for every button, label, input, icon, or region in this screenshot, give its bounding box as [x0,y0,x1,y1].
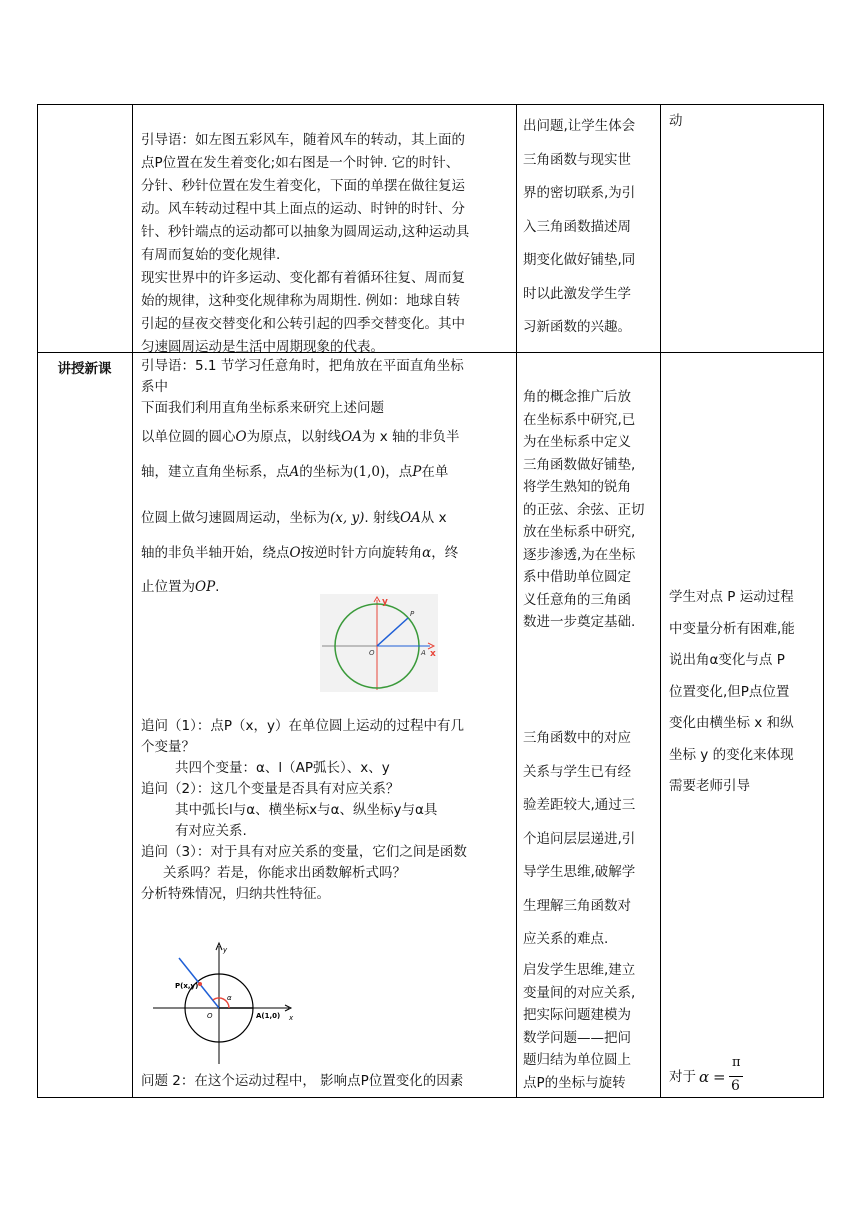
text-line: 位置变化,但P点位置 [669,683,790,700]
text-line: 时以此激发学生学 [523,285,631,302]
column-divider-3 [660,104,661,1098]
fig2-a-label: A(1,0) [256,1012,281,1020]
text-line: 分析特殊情况，归纳共性特征。 [141,886,330,902]
text-line: 系中 [141,379,168,395]
text-line: 变化由横坐标 x 和纵 [669,715,794,731]
text-line: 止位置为OP. [141,579,220,595]
text-line: 出问题,让学生体会 [523,118,636,134]
text-line: 验差距较大,通过三 [523,797,636,813]
text-line: 始的规律，这种变化规律称为周期性. 例如：地球自转 [141,293,461,309]
coordinate-circle-figure [149,938,299,1068]
text-line: 期变化做好铺垫,同 [523,252,636,268]
fraction-bar [729,1076,743,1077]
text-line: 三角函数与现实世 [523,151,631,168]
text-line: 以单位圆的圆心O为原点，以射线OA为 x 轴的非负半 [141,429,460,445]
student-analysis-note [669,582,821,803]
text-line: 关系与学生已有经 [523,763,631,780]
text-line: 需要老师引导 [669,778,750,794]
text-line: 为在坐标系中定义 [523,434,631,450]
text-line: 共四个变量：α、l（AP弧长）、x、y [175,760,390,776]
text-line: 变量间的对应关系, [523,984,636,1001]
text-line: 在坐标系中研究,已 [523,411,636,428]
text-line: 分针、秒针位置在发生着变化，下面的单摆在做往复运 [141,178,465,194]
row2-content-text [141,356,513,419]
fig1-a-label: A [421,649,426,657]
text-line: 将学生熟知的锐角 [523,479,631,495]
text-line: 导学生思维,破解学 [523,864,636,880]
follow-up-questions [141,716,513,905]
text-line: 的正弦、余弦、正切 [523,501,645,518]
table-border-right [823,104,824,1098]
text-line: 点P位置在发生着变化;如右图是一个时钟. 它的时针、 [141,155,460,171]
fig2-alpha-label: α [227,994,232,1002]
text-line: 动 [669,113,683,129]
text-line: 启发学生思维,建立 [523,962,636,978]
text-line: 追问（1）：点P（x，y）在单位圆上运动的过程中有几 [141,718,464,734]
text-line: 个变量？ [141,739,195,755]
text-line: 个追问层层递进,引 [523,830,636,847]
text-line: 点P的坐标与旋转 [523,1074,626,1091]
unit-circle-figure [320,594,438,692]
text-line: 关系吗？若是，你能求出函数解析式吗？ [163,865,406,881]
row1-design-intent [523,110,657,345]
text-line: 说出角α变化与点 P [669,652,785,668]
table-border-left [37,104,38,1098]
text-line: 有周而复始的变化规律. [141,247,281,263]
text-line: 现实世界中的许多运动、变化都有着循环往复、周而复 [141,270,465,286]
text-line: 轴，建立直角坐标系，点A的坐标为(1,0)，点P在单 [141,463,449,480]
design-intent-a [523,386,657,634]
section-label: 讲授新课 [57,361,112,377]
text-line: 三角函数做好铺垫, [523,456,636,473]
design-intent-c [523,959,657,1094]
text-line: 逐步渗透,为在坐标 [523,546,636,563]
fig1-x-label: x [430,649,436,659]
text-line: 引导语：5.1 节学习任意角时，把角放在平面直角坐标 [141,358,464,374]
design-intent-b [523,722,657,957]
text-line: 动。风车转动过程中其上面点的运动、时钟的时针、分 [141,201,465,217]
text-line: 习新函数的兴趣。 [523,319,631,335]
text-line: 追问（2）：这几个变量是否具有对应关系？ [141,781,400,797]
fig2-x-label: x [289,1014,294,1022]
fig1-y-label: y [382,597,388,607]
column-divider-2 [516,104,517,1098]
text-line: 其中弧长l与α、横坐标x与α、纵坐标y与α具 [175,802,438,818]
table-border-top [37,104,824,105]
alpha-equation: 对于 α = π 6 [669,1056,819,1096]
text-line: 中变量分析有困难,能 [669,620,795,637]
text-line: 引起的昼夜交替变化和公转引起的四季交替变化。其中 [141,316,465,332]
column-divider-1 [132,104,133,1098]
row1-note [669,110,819,133]
text-line: 数学问题——把问 [523,1029,631,1046]
text-line: 界的密切联系,为引 [523,185,636,201]
fig2-y-label: y [223,946,228,954]
text-line: 下面我们利用直角坐标系来研究上述问题 [141,400,384,416]
text-line: 问题 2：在这个运动过程中， 影响点P位置变化的因素 [141,1073,464,1089]
fig1-o-label: O [369,649,375,657]
text-line: 数进一步奠定基础. [523,614,636,630]
text-line: 义任意角的三角函 [523,591,631,608]
text-line: 轴的非负半轴开始，绕点O按逆时针方向旋转角α，终 [141,544,459,561]
fig1-p-label: P [410,610,415,618]
text-line: 匀速圆周运动是生活中周期现象的代表。 [141,339,384,355]
point-p [198,982,202,986]
text-line: 应关系的难点. [523,931,609,947]
text-line: 放在坐标系中研究, [523,524,636,540]
fig2-o-label: O [207,1012,213,1020]
text-line: 引导语：如左图五彩风车，随着风车的转动，其上面的 [141,132,465,148]
table-border-bottom [37,1097,824,1098]
text-line: 角的概念推广后放 [523,389,631,405]
text-line: 学生对点 P 运动过程 [669,589,794,605]
text-line: 坐标 y 的变化来体现 [669,746,794,763]
text-line: 把实际问题建模为 [523,1007,631,1023]
text-line: 针、秒针端点的运动都可以抽象为圆周运动,这种运动具 [141,224,470,240]
text-line: 追问（3）：对于具有对应关系的变量，它们之间是函数 [141,844,467,860]
text-line: 题归结为单位圆上 [523,1052,631,1068]
text-line: 系中借助单位圆定 [523,569,631,585]
lesson-table [37,104,824,1098]
text-line: 生理解三角函数对 [523,897,631,914]
text-line: 三角函数中的对应 [523,730,631,746]
question-2-text [141,1070,513,1093]
setup-paragraph [141,420,513,605]
text-line: 位圆上做匀速圆周运动，坐标为(x, y). 射线OA从 x [141,510,447,526]
text-line: 有对应关系. [175,823,247,839]
fig2-p-label: P(x,y) [175,982,199,990]
row1-content-text [141,129,513,359]
text-line: 入三角函数描述周 [523,218,631,235]
